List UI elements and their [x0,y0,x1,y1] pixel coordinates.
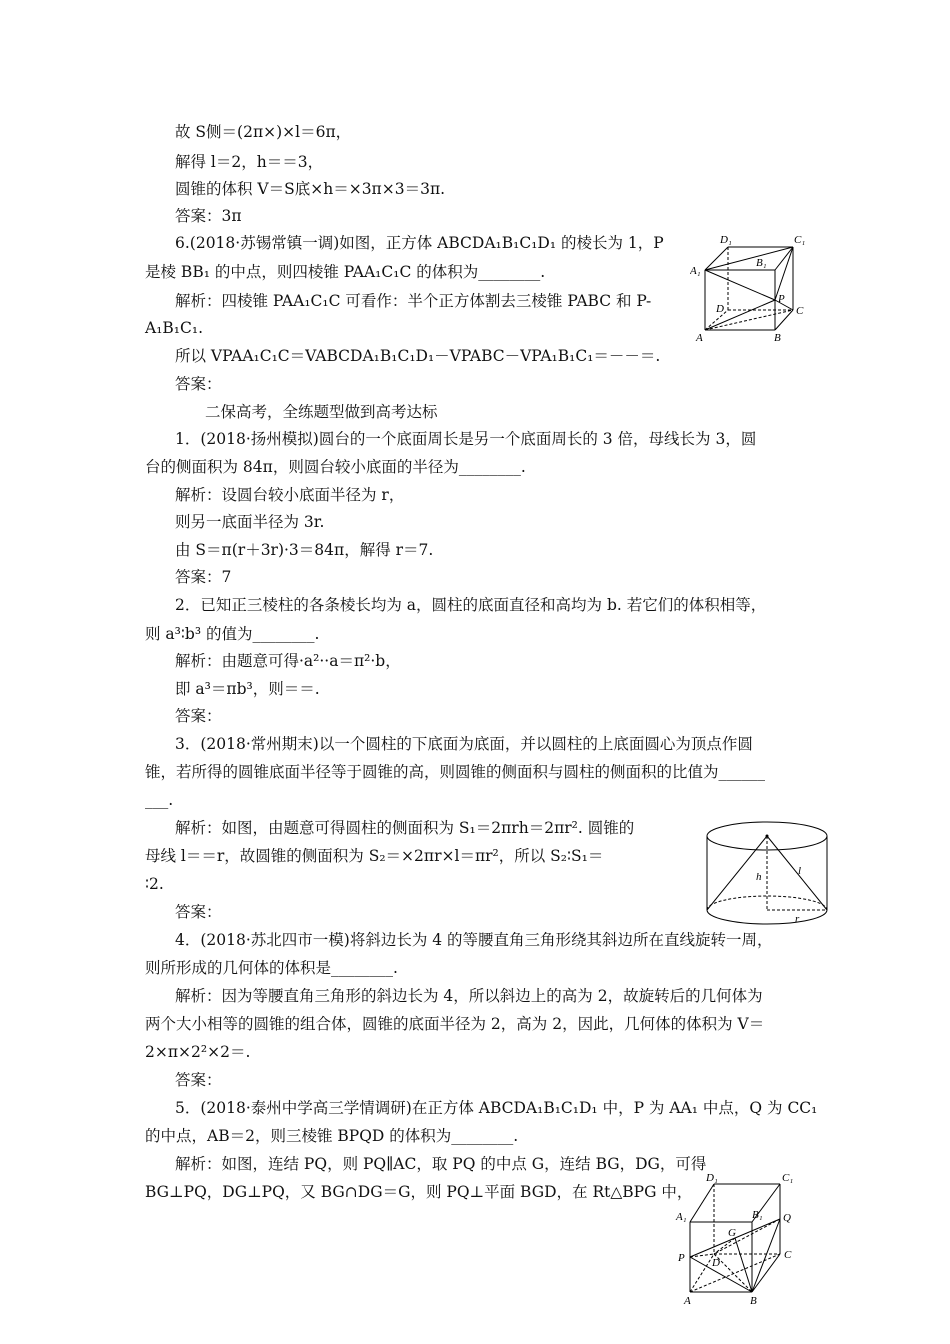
solution-line: 由 S＝π(r＋3r)·3＝84π，解得 r＝7. [175,541,434,559]
question-line: 的中点，AB＝2，则三棱锥 BPQD 的体积为________. [145,1127,519,1145]
label-h: h [756,871,762,883]
text-line: 解得 l＝2，h＝＝3， [175,153,324,171]
solution-line: BG⊥PQ，DG⊥PQ，又 BG∩DG＝G，则 PQ⊥平面 BGD，在 Rt△BPG 中， [145,1183,693,1201]
solution-line: 所以 VPAA₁C₁C＝VABCDA₁B₁C₁D₁－VPABC－VPA₁B₁C₁＝－－＝. [175,347,661,365]
solution-line: 解析：设圆台较小底面半径为 r， [175,486,405,504]
solution-line: 解析：如图，由题意可得圆柱的侧面积为 S₁＝2πrh＝2πr². 圆锥的 [175,819,635,837]
solution-line: A₁B₁C₁. [145,319,204,337]
cylinder-figure [700,818,835,930]
solution-line: 母线 l＝＝r，故圆锥的侧面积为 S₂＝×2πr×l＝πr²，所以 S₂∶S₁＝ [145,847,604,865]
solution-line: 2×π×2²×2＝. [145,1043,251,1061]
label-B: B [774,332,781,344]
solution-line: 解析：如图，连结 PQ，则 PQ∥AC，取 PQ 的中点 G，连结 BG，DG，可得 [175,1155,707,1173]
question-line: 6.(2018·苏锡常镇一调)如图，正方体 ABCDA₁B₁C₁D₁ 的棱长为 1，P [175,234,664,252]
answer-line: 答案：3π [175,207,242,225]
label-B1: B₁ [752,1209,763,1221]
question-line: 5．(2018·泰州中学高三学情调研)在正方体 ABCDA₁B₁C₁D₁ 中，P 为 AA₁ 中点，Q 为 CC₁ [175,1099,818,1117]
text-line: 故 S侧＝(2π×)×l＝6π， [175,123,352,141]
label-B: B [750,1295,757,1307]
label-P: P [778,293,785,305]
question-line: 是棱 BB₁ 的中点，则四棱锥 PAA₁C₁C 的体积为________. [145,263,546,281]
cube-figure-1 [690,230,810,345]
solution-line: ∶2. [145,875,164,893]
solution-line: 即 a³＝πb³，则＝＝. [175,680,320,698]
label-G: G [728,1227,736,1239]
question-line: 台的侧面积为 84π，则圆台较小底面的半径为________. [145,458,526,476]
label-Q: Q [783,1212,791,1224]
question-line: 3．(2018·常州期末)以一个圆柱的下底面为底面，并以圆柱的上底面圆心为顶点作圆 [175,735,753,753]
text-line: 圆锥的体积 V＝S底×h＝×3π×3＝3π. [175,180,446,198]
question-line: ___. [145,791,174,809]
cube-figure-2 [672,1170,812,1308]
label-B1: B₁ [756,257,767,269]
question-line: 锥，若所得的圆锥底面半径等于圆锥的高，则圆锥的侧面积与圆柱的侧面积的比值为______ [145,763,766,781]
solution-line: 解析：因为等腰直角三角形的斜边长为 4，所以斜边上的高为 2，故旋转后的几何体为 [175,987,763,1005]
cube-diagram [690,230,810,345]
label-A: A [696,332,703,344]
label-C1: C₁ [794,234,806,246]
label-D: D [716,303,724,315]
question-line: 2．已知正三棱柱的各条棱长均为 a，圆柱的底面直径和高均为 b. 若它们的体积相等， [175,596,767,614]
question-line: 则 a³∶b³ 的值为________. [145,625,320,643]
label-A: A [684,1295,691,1307]
solution-line: 则另一底面半径为 3r. [175,513,325,531]
cylinder-diagram [700,818,835,930]
label-A1: A₁ [690,265,701,277]
section-title: 二保高考，全练题型做到高考达标 [205,403,438,421]
solution-line: 两个大小相等的圆锥的组合体，圆锥的底面半径为 2，高为 2，因此，几何体的体积为 V＝ [145,1015,765,1033]
label-l: l [798,865,802,877]
question-line: 1．(2018·扬州模拟)圆台的一个底面周长是另一个底面周长的 3 倍，母线长为 3，圆 [175,430,757,448]
answer-line: 答案： [175,707,222,725]
question-line: 则所形成的几何体的体积是________. [145,959,398,977]
answer-line: 答案：7 [175,568,232,586]
label-C1: C₁ [782,1172,794,1184]
label-C: C [796,305,804,317]
cube-diagram-2 [672,1170,812,1308]
label-D1: D₁ [720,234,732,246]
answer-line: 答案： [175,903,222,921]
answer-line: 答案： [175,375,222,393]
solution-line: 解析：由题意可得·a²··a＝π²·b， [175,652,401,670]
label-P: P [678,1252,685,1264]
question-line: 4．(2018·苏北四市一模)将斜边长为 4 的等腰直角三角形绕其斜边所在直线旋转一周， [175,931,773,949]
label-C: C [784,1249,792,1261]
label-A1: A₁ [676,1211,687,1223]
answer-line: 答案： [175,1071,222,1089]
label-D1: D₁ [706,1172,718,1184]
label-D: D [712,1257,720,1269]
solution-line: 解析：四棱锥 PAA₁C₁C 可看作：半个正方体割去三棱锥 PABC 和 P- [175,292,652,310]
label-r: r [795,913,800,925]
